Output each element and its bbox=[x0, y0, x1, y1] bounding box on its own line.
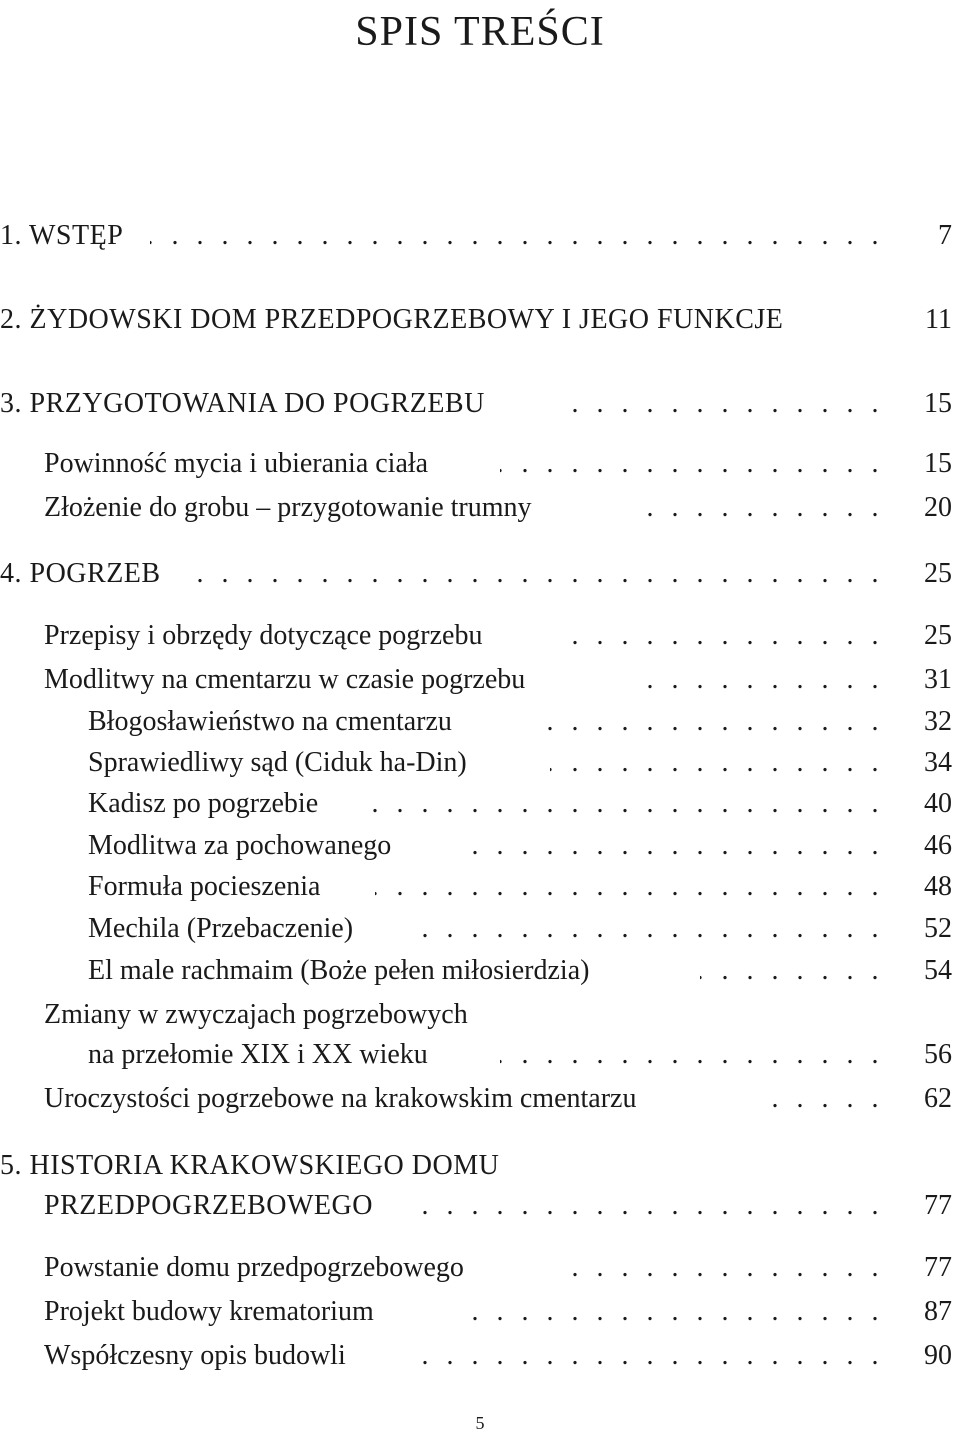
toc-leader-dots bbox=[500, 1035, 884, 1075]
toc-leader-dots bbox=[570, 616, 884, 656]
toc-entry-zlozenie[interactable] bbox=[0, 488, 960, 528]
toc-entry-title: Sprawiedliwy sąd (Ciduk ha-Din) bbox=[88, 743, 473, 783]
toc-leader-dots bbox=[150, 216, 884, 256]
toc-entry-formula-pocieszenia[interactable] bbox=[0, 867, 960, 907]
toc-entry-page: 90 bbox=[924, 1340, 952, 1371]
toc-entry-projekt[interactable] bbox=[0, 1292, 960, 1332]
toc-entry-title: Powinność mycia i ubierania ciała bbox=[44, 444, 434, 484]
toc-leader-dots bbox=[410, 909, 884, 949]
toc-entry-przygotowania[interactable] bbox=[0, 384, 960, 424]
toc-leader-dots bbox=[455, 1292, 884, 1332]
toc-entry-mechila[interactable] bbox=[0, 909, 960, 949]
toc-entry-modlitwa-za-pochowanego[interactable] bbox=[0, 826, 960, 866]
toc-leader-dots bbox=[770, 1079, 884, 1119]
toc-entry-page: 32 bbox=[924, 706, 952, 737]
toc-leader-dots bbox=[500, 444, 884, 484]
toc-entry-title: 4. POGRZEB bbox=[0, 554, 167, 594]
toc-leader-dots bbox=[535, 702, 884, 742]
toc-entry-title: 5. HISTORIA KRAKOWSKIEGO DOMU bbox=[0, 1146, 505, 1186]
toc-entry-modlitwy[interactable] bbox=[0, 660, 960, 700]
toc-entry-title: Uroczystości pogrzebowe na krakowskim cmentarzu bbox=[44, 1079, 642, 1119]
toc-entry-sprawiedliwy-sad[interactable] bbox=[0, 743, 960, 783]
toc-entry-page: 56 bbox=[924, 1039, 952, 1070]
toc-leader-dots bbox=[360, 784, 884, 824]
toc-entry-page: 40 bbox=[924, 788, 952, 819]
toc-leader-dots bbox=[560, 1248, 884, 1288]
toc-entry-page: 46 bbox=[924, 830, 952, 861]
toc-entry-page: 34 bbox=[924, 747, 952, 778]
toc-entry-page: 15 bbox=[924, 448, 952, 479]
toc-entry-zmiany-line1[interactable] bbox=[0, 995, 960, 1035]
toc-entry-page: 48 bbox=[924, 871, 952, 902]
toc-entry-title: Błogosławieństwo na cmentarzu bbox=[88, 702, 458, 742]
toc-entry-title: Modlitwy na cmentarzu w czasie pogrzebu bbox=[44, 660, 531, 700]
toc-entry-powinnosc[interactable] bbox=[0, 444, 960, 484]
toc-entry-powstanie[interactable] bbox=[0, 1248, 960, 1288]
toc-entry-uroczystosci[interactable] bbox=[0, 1079, 960, 1119]
toc-leader-dots bbox=[640, 488, 884, 528]
toc-entry-zmiany-line2[interactable] bbox=[0, 1035, 960, 1075]
toc-entry-zydowski-dom[interactable] bbox=[0, 300, 960, 340]
toc-entry-kadisz[interactable] bbox=[0, 784, 960, 824]
page-number: 5 bbox=[475, 1413, 485, 1433]
toc-leader-dots bbox=[630, 660, 884, 700]
toc-entry-title: na przełomie XIX i XX wieku bbox=[88, 1035, 434, 1075]
toc-entry-page: 15 bbox=[924, 388, 952, 419]
toc-entry-page: 54 bbox=[924, 955, 952, 986]
toc-entry-page: 25 bbox=[924, 620, 952, 651]
toc-entry-page: 7 bbox=[938, 220, 952, 251]
toc-entry-page: 25 bbox=[924, 558, 952, 589]
toc-entry-title: 1. WSTĘP bbox=[0, 216, 129, 256]
toc-entry-title: Formuła pocieszenia bbox=[88, 867, 326, 907]
toc-leader-dots bbox=[455, 826, 884, 866]
toc-leader-dots bbox=[700, 951, 884, 991]
toc-entry-title: Złożenie do grobu – przygotowanie trumny bbox=[44, 488, 538, 528]
toc-entry-page: 31 bbox=[924, 664, 952, 695]
toc-leader-dots bbox=[420, 1336, 884, 1376]
toc-entry-page: 62 bbox=[924, 1083, 952, 1114]
toc-entry-wstep[interactable] bbox=[0, 216, 960, 256]
toc-entry-pogrzeb[interactable] bbox=[0, 554, 960, 594]
toc-entry-blogoslawienstwo[interactable] bbox=[0, 702, 960, 742]
toc-entry-page: 52 bbox=[924, 913, 952, 944]
toc-entry-title: El male rachmaim (Boże pełen miłosierdzia) bbox=[88, 951, 595, 991]
toc-entry-el-male-rachmaim[interactable] bbox=[0, 951, 960, 991]
toc-entry-title: Współczesny opis budowli bbox=[44, 1336, 352, 1376]
toc-leader-dots bbox=[420, 1186, 884, 1226]
toc-entry-title: Zmiany w zwyczajach pogrzebowych bbox=[44, 995, 474, 1035]
toc-entry-page: 77 bbox=[924, 1190, 952, 1221]
toc-entry-wspolczesny-opis[interactable] bbox=[0, 1336, 960, 1376]
toc-entry-page: 20 bbox=[924, 492, 952, 523]
toc-entry-title: Modlitwa za pochowanego bbox=[88, 826, 397, 866]
page-title: SPIS TREŚCI bbox=[355, 9, 605, 55]
toc-entry-title: Powstanie domu przedpogrzebowego bbox=[44, 1248, 470, 1288]
toc-entry-page: 11 bbox=[925, 304, 952, 335]
toc-entry-title: PRZEDPOGRZEBOWEGO bbox=[44, 1186, 379, 1226]
toc-entry-title: 2. ŻYDOWSKI DOM PRZEDPOGRZEBOWY I JEGO FUNKCJE bbox=[0, 300, 789, 340]
toc-entry-title: Kadisz po pogrzebie bbox=[88, 784, 324, 824]
toc-entry-title: Przepisy i obrzędy dotyczące pogrzebu bbox=[44, 616, 488, 656]
toc-entry-historia-line2[interactable] bbox=[0, 1186, 960, 1226]
toc-leader-dots bbox=[180, 554, 884, 594]
toc-entry-page: 87 bbox=[924, 1296, 952, 1327]
toc-entry-title: Mechila (Przebaczenie) bbox=[88, 909, 359, 949]
toc-entry-title: Projekt budowy krematorium bbox=[44, 1292, 380, 1332]
toc-entry-przepisy[interactable] bbox=[0, 616, 960, 656]
toc-leader-dots bbox=[560, 384, 884, 424]
toc-entry-title: 3. PRZYGOTOWANIA DO POGRZEBU bbox=[0, 384, 491, 424]
toc-entry-page: 77 bbox=[924, 1252, 952, 1283]
toc-entry-historia-line1[interactable] bbox=[0, 1146, 960, 1186]
toc-leader-dots bbox=[550, 743, 884, 783]
toc-leader-dots bbox=[375, 867, 884, 907]
